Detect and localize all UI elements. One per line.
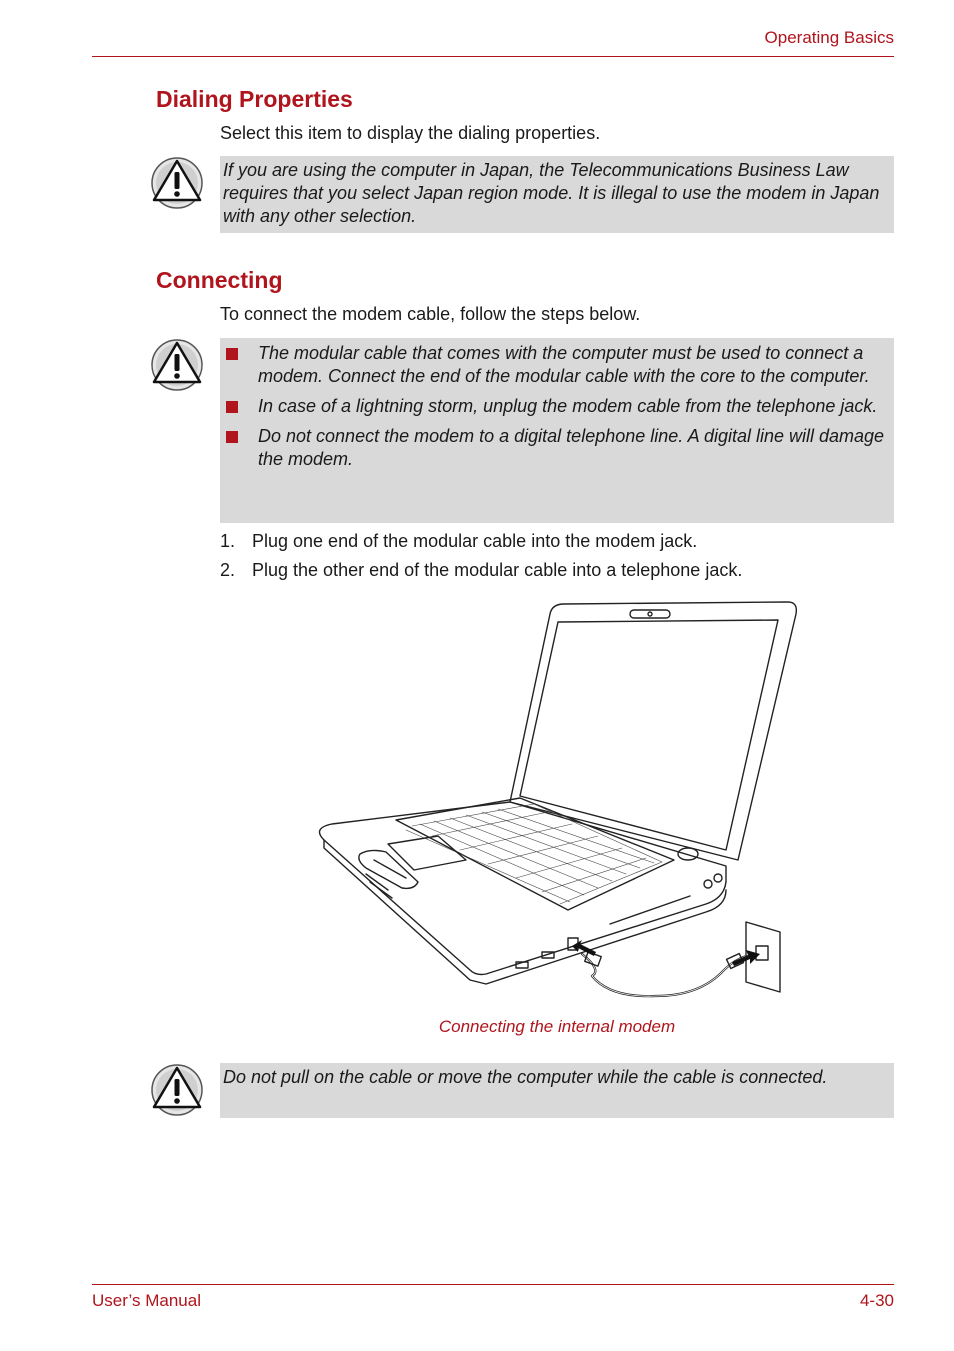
figure-caption: Connecting the internal modem [438, 1017, 676, 1036]
japan-law-note: If you are using the computer in Japan, the Telecommunications Business Law requires that you select Japan region mode. It is illegal to use the modem in Japan with any other selection. [220, 156, 894, 233]
dialing-heading: Dialing Properties [156, 86, 353, 112]
square-bullet-icon [226, 431, 238, 443]
dialing-intro: Select this item to display the dialing properties. [220, 123, 601, 143]
modular-cable [582, 954, 746, 996]
webcam-icon [630, 610, 670, 618]
modem-caution-list [220, 338, 894, 523]
step-2: 2. Plug the other end of the modular cable into a telephone jack. [220, 560, 743, 580]
footer-rule [92, 1284, 894, 1285]
warning-triangle-icon [150, 1063, 204, 1117]
list-item: In case of a lightning storm, unplug the modem cable from the telephone jack. [223, 395, 888, 418]
connecting-heading: Connecting [156, 267, 283, 293]
connecting-intro: To connect the modem cable, follow the steps below. [220, 304, 641, 324]
header-rule [92, 56, 894, 57]
square-bullet-icon [226, 348, 238, 360]
warning-triangle-icon [150, 338, 204, 392]
power-button-icon [678, 848, 698, 860]
step-1: 1. Plug one end of the modular cable into the modem jack. [220, 531, 698, 551]
footer-manual-title: User’s Manual [92, 1291, 201, 1310]
list-item: Do not connect the modem to a digital telephone line. A digital line will damage the modem. [223, 425, 888, 471]
laptop-modem-illustration [310, 598, 800, 1008]
touchpad-buttons [359, 850, 418, 888]
warning-triangle-icon [150, 156, 204, 210]
header-section-title: Operating Basics [764, 28, 894, 47]
list-item: The modular cable that comes with the computer must be used to connect a modem. Connect the end of the modular cable with the core to the computer. [223, 342, 888, 388]
square-bullet-icon [226, 401, 238, 413]
cable-caution-note: Do not pull on the cable or move the computer while the cable is connected. [220, 1063, 894, 1118]
page-number: 4-30 [859, 1291, 894, 1310]
